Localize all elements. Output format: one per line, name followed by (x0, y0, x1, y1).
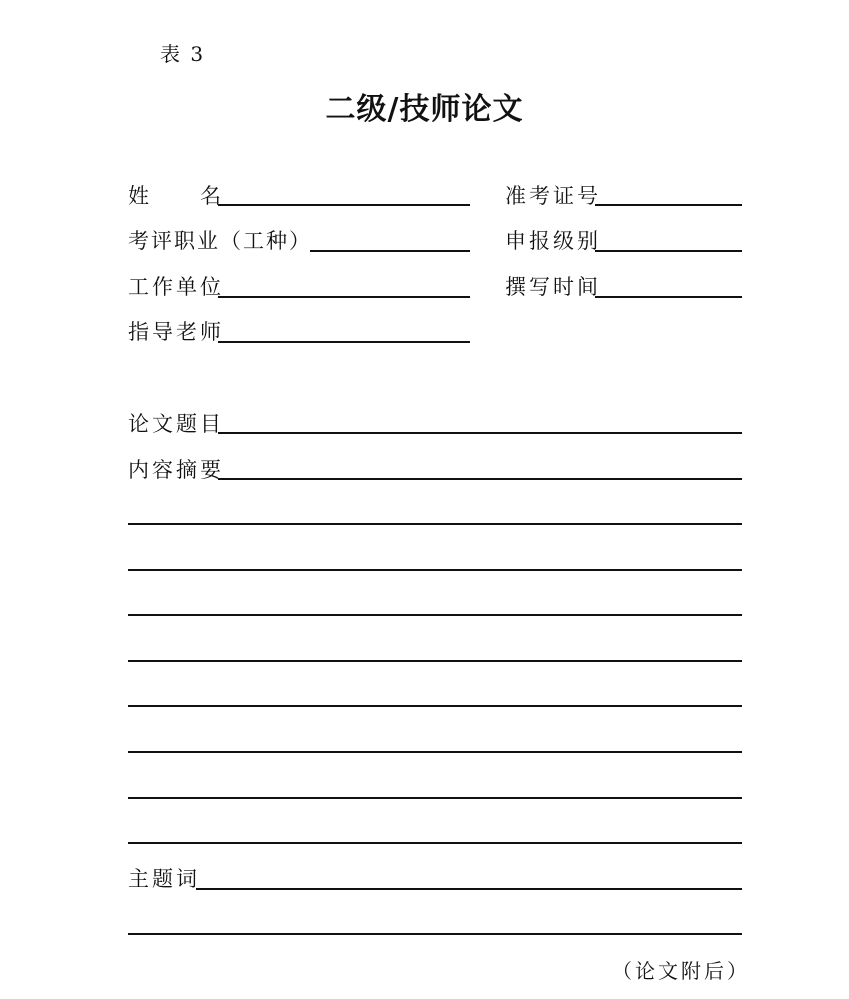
keywords-line[interactable] (128, 933, 742, 935)
occupation-field[interactable] (310, 250, 470, 252)
abstract-line[interactable] (128, 797, 742, 799)
abstract-label: 内容摘要 (128, 458, 224, 482)
paper-title-field[interactable] (218, 432, 742, 434)
written-time-field[interactable] (595, 296, 742, 298)
abstract-line[interactable] (128, 614, 742, 616)
abstract-line[interactable] (128, 705, 742, 707)
advisor-label: 指导老师 (128, 320, 224, 344)
abstract-field[interactable] (218, 478, 742, 480)
abstract-line[interactable] (128, 842, 742, 844)
written-time-label: 撰写时间 (505, 275, 601, 299)
page-title: 二级/技师论文 (325, 92, 524, 127)
level-label: 申报级别 (505, 229, 601, 253)
table-number: 表 3 (160, 42, 206, 66)
occupation-label: 考评职业（工种） (128, 229, 312, 253)
abstract-line[interactable] (128, 523, 742, 525)
paper-title-label: 论文题目 (128, 412, 224, 436)
attachment-note: （论文附后） (612, 959, 750, 983)
abstract-line[interactable] (128, 751, 742, 753)
exam-id-field[interactable] (595, 204, 742, 206)
employer-label: 工作单位 (128, 275, 224, 299)
abstract-line[interactable] (128, 569, 742, 571)
keywords-field[interactable] (196, 888, 742, 890)
employer-field[interactable] (218, 296, 470, 298)
advisor-field[interactable] (218, 341, 470, 343)
exam-id-label: 准考证号 (505, 184, 601, 208)
level-field[interactable] (595, 250, 742, 252)
abstract-line[interactable] (128, 660, 742, 662)
name-label: 姓 名 (128, 184, 224, 208)
keywords-label: 主题词 (128, 867, 200, 891)
name-field[interactable] (218, 204, 470, 206)
